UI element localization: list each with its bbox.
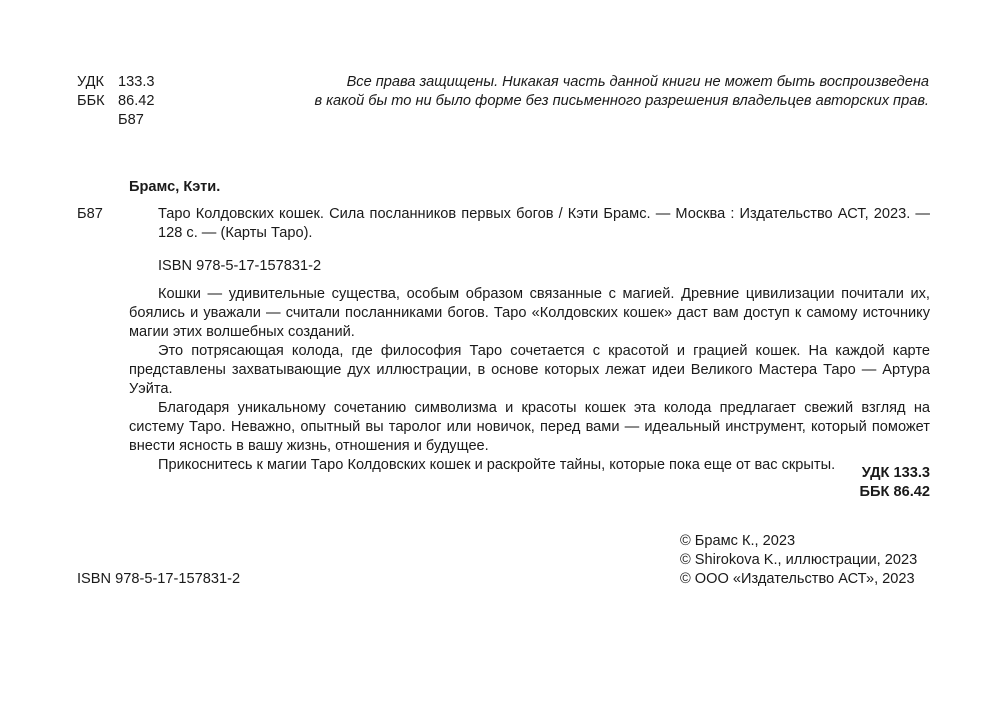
- bibliographic-record: Таро Колдовских кошек. Сила посланников первых богов / Кэти Брамс. — Москва : Издательство АСТ, 2023. — 128 с. — (Карты Таро).: [158, 206, 930, 241]
- copyright-line: © Брамс К., 2023: [680, 533, 796, 549]
- author-mark: Б87: [118, 112, 144, 128]
- isbn-bottom: ISBN 978-5-17-157831-2: [77, 571, 241, 587]
- bbk-label: ББК: [77, 93, 105, 109]
- annotation-paragraph: Это потрясающая колода, где философия Таро сочетается с красотой и грацией кошек. На каждой карте представлены захватывающие дух иллюстрации, в основе которых лежат идеи Великого Мастера Таро — Артура Уэйта.: [129, 343, 930, 397]
- annotation-paragraph: Прикоснитесь к магии Таро Колдовских кошек и раскройте тайны, которые пока еще от вас скрыты.: [158, 457, 836, 473]
- author-mark-row: [77, 111, 155, 130]
- isbn-main: ISBN 978-5-17-157831-2: [158, 258, 322, 274]
- copyright-block: [680, 532, 917, 589]
- udk-label: УДК: [77, 74, 104, 90]
- copyright-line: © Shirokova K., иллюстрации, 2023: [680, 552, 918, 568]
- copyright-line: © ООО «Издательство АСТ», 2023: [680, 571, 915, 587]
- rights-line-2: в какой бы то ни было форме без письменного разрешения владельцев авторских прав.: [314, 93, 929, 109]
- bottom-udk: УДК 133.3: [861, 465, 930, 481]
- bbk-value: 86.42: [118, 93, 155, 109]
- udk-value: 133.3: [118, 74, 155, 90]
- classification-codes: [77, 73, 155, 130]
- author-heading: Брамс, Кэти.: [129, 179, 221, 195]
- cut-code: Б87: [77, 206, 103, 222]
- rights-notice: [314, 73, 929, 111]
- bbk-row: [77, 92, 155, 111]
- rights-line-1: Все права защищены. Никакая часть данной книги не может быть воспроизведена: [346, 74, 929, 90]
- annotation: [129, 285, 930, 475]
- bottom-bbk: ББК 86.42: [859, 484, 930, 500]
- annotation-paragraph: Кошки — удивительные существа, особым образом связанные с магией. Древние цивилизации почитали их, боялись и уважали — считали посланниками богов. Таро «Колдовских кошек» даст вам доступ к самому источнику магии этих волшебных созданий.: [129, 286, 930, 340]
- udk-row: [77, 73, 155, 92]
- bottom-classification: [860, 464, 930, 502]
- annotation-paragraph: Благодаря уникальному сочетанию символизма и красоты кошек эта колода предлагает свежий взгляд на систему Таро. Неважно, опытный вы таролог или новичок, перед вами — идеальный инструмент, который поможет внести ясность в вашу жизнь, отношения и будущее.: [129, 400, 930, 454]
